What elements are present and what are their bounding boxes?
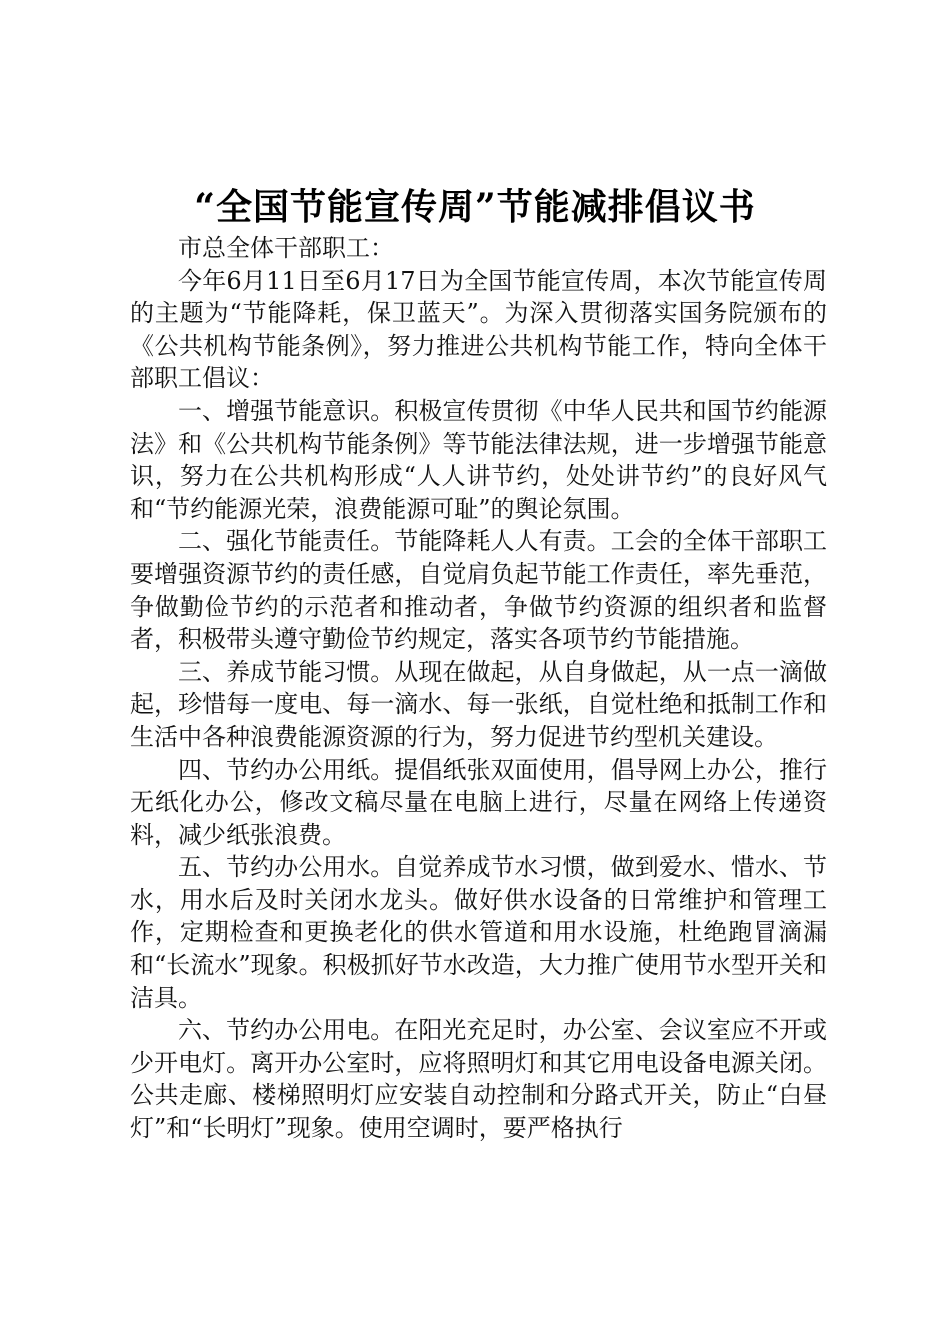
paragraph-responsibility: 二、强化节能责任。节能降耗人人有责。工会的全体干部职工要增强资源节约的责任感，自觉肩负起节能工作责任，率先垂范，争做勤俭节约的示范者和推动者，争做节约资源的组织者和监督者，积极带头遵守勤俭节约规定，落实各项节约节能措施。 — [130, 527, 827, 654]
salutation: 市总全体干部职工： — [178, 234, 394, 262]
paragraph-electricity: 六、节约办公用电。在阳光充足时，办公室、会议室应不开或少开电灯。离开办公室时，应将照明灯和其它用电设备电源关闭。公共走廊、楼梯照明灯应安装自动控制和分路式开关，防止“白昼灯”和“长明灯”现象。使用空调时，要严格执行 — [130, 1016, 827, 1143]
paragraph-awareness: 一、增强节能意识。积极宣传贯彻《中华人民共和国节约能源法》和《公共机构节能条例》等节能法律法规，进一步增强节能意识，努力在公共机构形成“人人讲节约，处处讲节约”的良好风气和“节约能源光荣，浪费能源可耻”的舆论氛围。 — [130, 396, 827, 523]
paragraph-water: 五、节约办公用水。自觉养成节水习惯，做到爱水、惜水、节水，用水后及时关闭水龙头。做好供水设备的日常维护和管理工作，定期检查和更换老化的供水管道和用水设施，杜绝跑冒滴漏和“长流水”现象。积极抓好节水改造，大力推广使用节水型开关和洁具。 — [130, 853, 827, 1012]
paragraph-intro: 今年6月11日至6月17日为全国节能宣传周，本次节能宣传周的主题为“节能降耗，保卫蓝天”。为深入贯彻落实国务院颁布的《公共机构节能条例》，努力推进公共机构节能工作，特向全体干部职工倡议： — [130, 266, 827, 393]
paragraph-paper: 四、节约办公用纸。提倡纸张双面使用，倡导网上办公，推行无纸化办公，修改文稿尽量在电脑上进行，尽量在网络上传递资料，减少纸张浪费。 — [130, 755, 827, 849]
document-title: “全国节能宣传周”节能减排倡议书 — [194, 186, 756, 228]
paragraph-habits: 三、养成节能习惯。从现在做起，从自身做起，从一点一滴做起，珍惜每一度电、每一滴水、每一张纸，自觉杜绝和抵制工作和生活中各种浪费能源资源的行为，努力促进节约型机关建设。 — [130, 657, 827, 751]
document-body — [130, 232, 827, 1145]
